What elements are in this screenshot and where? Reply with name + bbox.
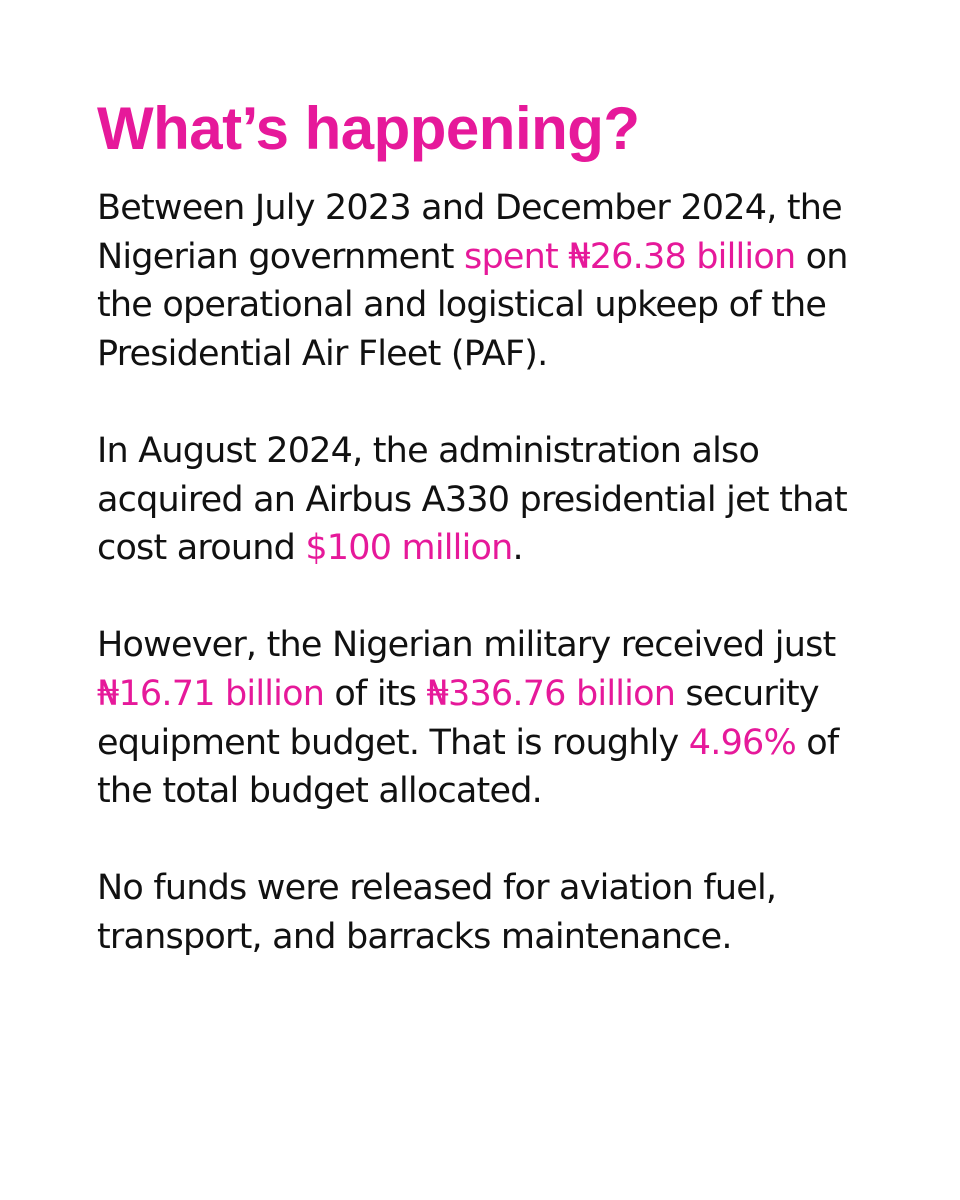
paragraph-text: . [512,528,523,569]
paragraph-text: Between July 2023 and December 2024, the Nigerian government [97,188,842,277]
highlight-paf-amount: spent ₦26.38 billion [464,236,796,277]
paragraph-text: No funds were released for aviation fuel, transport, and barracks maintenance. [97,868,777,957]
paragraph-military-budget [97,621,897,815]
highlight-received-amount: ₦16.71 billion [97,673,325,714]
paragraph-text: However, the Nigerian military received just [97,625,836,666]
paragraph-text: of its [324,673,427,714]
paragraph-no-funds [97,864,897,961]
paragraph-text: of the total budget allocated. [97,722,839,812]
paragraph-jet-purchase [97,427,897,573]
paragraph-text: In August 2024, the administration also acquired an Airbus A330 presidential jet that cost around [97,430,847,569]
highlight-total-budget: ₦336.76 billion [426,673,676,714]
page-title: What’s happening? [97,95,640,162]
highlight-jet-cost: $100 million [305,528,513,569]
paragraph-text: security equipment budget. That is roughly [97,673,819,763]
content-card [97,92,897,962]
paragraph-paf-spending [97,184,897,378]
paragraph-text: on the operational and logistical upkeep of the Presidential Air Fleet (PAF). [97,236,848,374]
highlight-percentage: 4.96% [688,722,796,763]
